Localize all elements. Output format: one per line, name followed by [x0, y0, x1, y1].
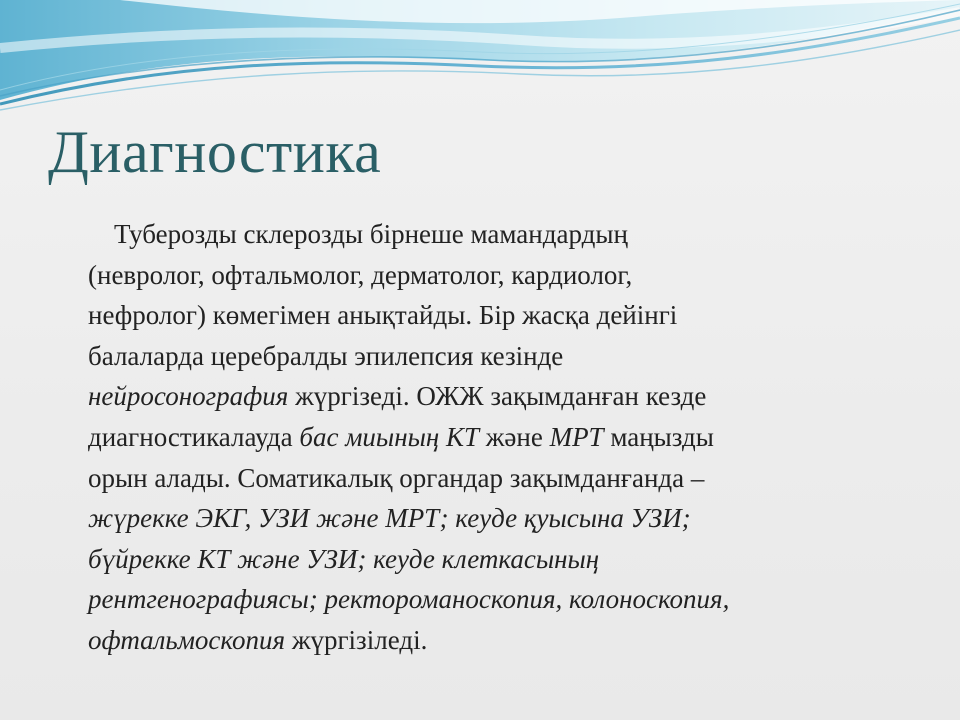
body-text-segment: нефролог) көмегімен анықтайды. Бір жасқа дейінгі [88, 300, 678, 331]
slide-title: Диагностика [48, 119, 382, 185]
body-text-segment: орын алады. Соматикалық органдар зақымданғанда – [88, 462, 705, 493]
body-line [88, 214, 900, 255]
body-text-segment: және [479, 421, 550, 452]
body-line [88, 620, 900, 661]
body-text-segment: балаларда церебралды эпилепсия кезінде [88, 340, 564, 371]
body-line [88, 376, 900, 417]
body-text-segment: Туберозды склерозды бірнеше мамандардың [114, 219, 628, 249]
body-line [88, 579, 900, 620]
body-italic-term: нейросонография [88, 381, 289, 412]
body-italic-term: жүрекке ЭКГ, УЗИ және МРТ; кеуде қуысына УЗИ; [88, 503, 691, 534]
body-line [88, 295, 900, 336]
body-line [88, 336, 900, 377]
body-line [88, 498, 900, 539]
body-line [88, 255, 900, 296]
body-text-segment: жүргізеді. ОЖЖ зақымданған кезде [288, 381, 707, 412]
body-text-segment: диагностикалауда [88, 421, 300, 452]
body-line [88, 417, 900, 458]
body-text-segment: (невролог, офтальмолог, дерматолог, кардиолог, [88, 259, 633, 290]
body-italic-term: бүйрекке КТ және УЗИ; кеуде клеткасының [88, 543, 600, 574]
body-text-segment: маңызды [603, 421, 714, 452]
body-line [88, 539, 900, 580]
body-line [88, 458, 900, 499]
body-italic-term: МРТ [549, 421, 604, 452]
body-italic-term: рентгенографиясы; ректороманоскопия, колоноскопия, [88, 584, 730, 615]
body-text-segment: жүргізіледі. [285, 624, 428, 655]
body-italic-term: офтальмоскопия [88, 624, 286, 655]
slide-body-text [88, 214, 900, 661]
decorative-wave-header [0, 0, 960, 120]
body-italic-term: бас миының КТ [299, 421, 479, 452]
